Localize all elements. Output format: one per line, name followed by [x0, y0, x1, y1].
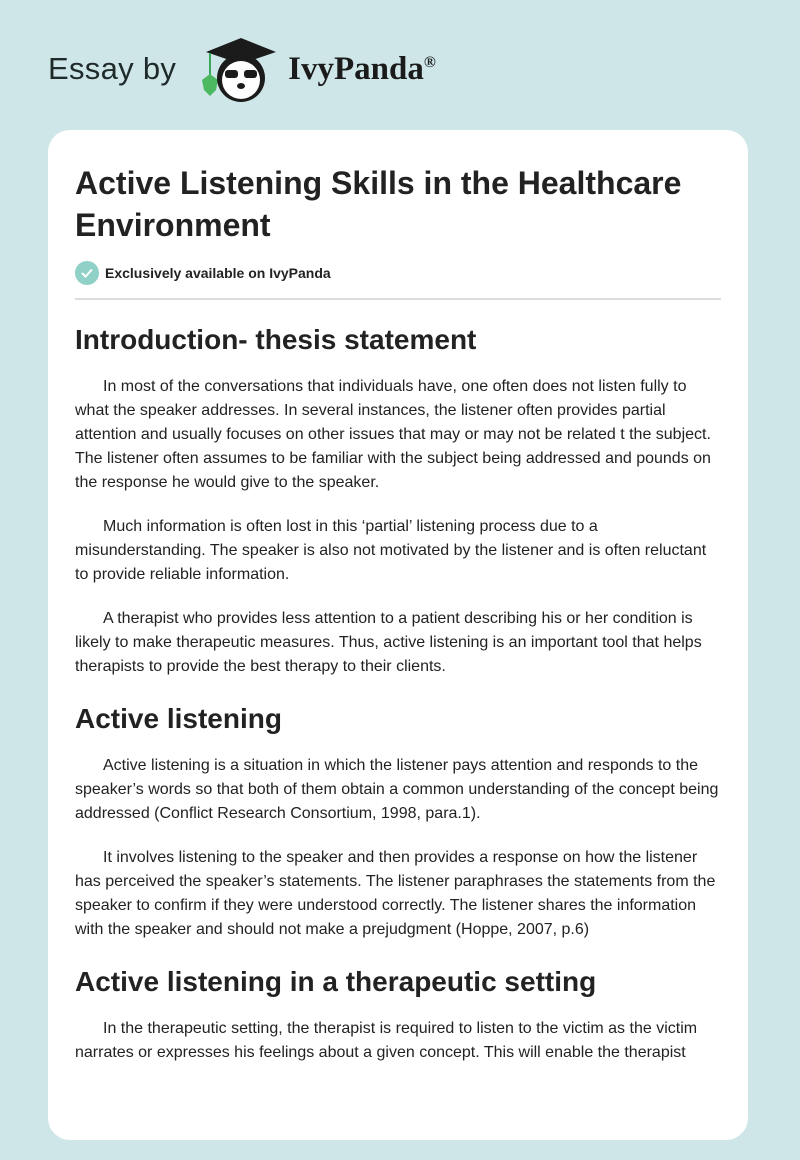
ivypanda-logo[interactable] — [196, 34, 436, 104]
check-icon — [75, 261, 99, 285]
essay-card — [48, 130, 748, 1140]
badge-text: Exclusively available on IvyPanda — [105, 265, 331, 281]
panda-mascot-icon — [196, 34, 282, 104]
brand-name — [288, 51, 436, 88]
essay-by-label: Essay by — [48, 51, 177, 86]
paragraph: It involves listening to the speaker and then provides a response on how the listener has perceived the speaker’s statements. The listener paraphrases the statements from the speaker to confirm if they were understood correctly. The listener shares the information with the speaker and should not make a prejudgment (Hoppe, 2007, p.6) — [75, 849, 716, 938]
section-heading: Active listening — [75, 703, 282, 734]
exclusive-badge — [75, 261, 721, 285]
essay-title: Active Listening Skills in the Healthcare Environment — [75, 165, 682, 243]
registered-mark: ® — [423, 53, 436, 71]
site-header — [48, 34, 436, 104]
paragraph: A therapist who provides less attention to a patient describing his or her condition is likely to make therapeutic measures. Thus, active listening is an important tool that helps therapists to provide the best therapy to their clients. — [75, 610, 702, 675]
section-heading: Active listening in a therapeutic setting — [75, 966, 597, 997]
paragraph: In most of the conversations that individuals have, one often does not listen fully to what the speaker addresses. In several instances, the listener often provides partial attention and usually focuses on other issues that may or may not be related t the subject. The listener often assumes to be familiar with the subject being addressed and pounds on the response he would give to the speaker. — [75, 378, 711, 491]
paragraph: In the therapeutic setting, the therapist is required to listen to the victim as the victim narrates or expresses his feelings about a given concept. This will enable the therapist — [75, 1020, 698, 1061]
paragraph: Active listening is a situation in which the listener pays attention and responds to the speaker’s words so that both of them obtain a common understanding of the concept being addressed (Conflict Research Consortium, 1998, para.1). — [75, 757, 719, 822]
section-heading: Introduction- thesis statement — [75, 324, 477, 355]
paragraph: Much information is often lost in this ‘partial’ listening process due to a misunderstanding. The speaker is also not motivated by the listener and is often reluctant to provide reliable information. — [75, 518, 707, 583]
divider — [75, 298, 721, 300]
brand-text: IvyPanda — [288, 50, 424, 87]
